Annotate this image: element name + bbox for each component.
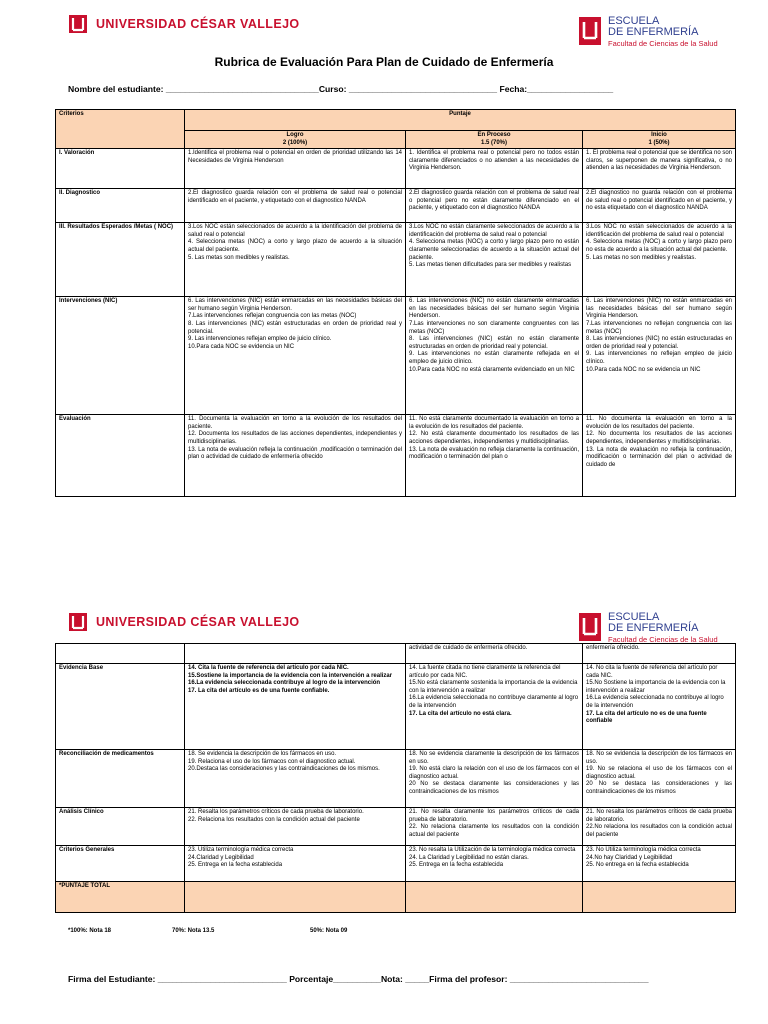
inicio-cell: 2.El diagnostico no guarda relación con el problema de salud real o potencial identificado en el paciente, y no esta etiquetado con el diagnostico NANDA [583,189,736,223]
scale-70: 70%: Nota 13.5 [172,928,215,934]
table-row [56,149,736,189]
total-label: *PUNTAJE TOTAL [56,882,185,913]
faculty-name: Facultad de Ciencias de la Salud [608,39,718,48]
proceso-cell: 1. Identifica el problema real o potencial pero no todos están claramente diferenciados o no atienden a las necesidades de Virginia Henderson. [406,149,583,189]
table-row [56,846,736,882]
proceso-cell: 11. No está claramente documentado la evaluación en torno a la evolución de los resultados del paciente. 12. No está claramente documentado los resultados de las acciones dependientes, independientes y multidisciplinarias. 13. La nota de evaluación no refleja claramente la continuación, modificación o terminación del plan o [406,415,583,497]
criterion-cell: Reconciliación de medicamentos [56,750,185,808]
logro-cell: 11. Documenta la evaluación en torno a la evolución de los resultados del paciente. 12. Documenta los resultados de las acciones dependientes, independientes y multidisciplinarias. 13. La nota de evaluación refleja la continuación ,modificación o terminación del plan o actividad de cuidado de enfermería ofrecido [185,415,406,497]
level-inicio-name: Inicio [651,132,667,138]
continuation-logro [185,644,406,664]
school-line-1: ESCUELA [608,15,660,27]
criterion-cell: Criterios Generales [56,846,185,882]
school-logo [578,612,718,645]
level-logro [185,131,406,149]
inicio-cell: 21. No resalta los parámetros críticos de cada prueba de laboratorio. 22.No relaciona los resultados con la condición actual del paciente [583,808,736,846]
inicio-cell: 18. No se evidencia la descripción de los fármacos en uso. 19. No se relaciona el uso de los fármacos con el diagnostico actual. 20 No se destaca las consideraciones y las contraindicaciones de los mismos [583,750,736,808]
logro-cell: 6. Las intervenciones (NIC) están enmarcadas en las necesidades básicas del ser humano según Virginia Henderson. 7.Las intervenciones reflejan congruencia con las metas (NOC) 8. Las intervenciones (NIC) están estructuradas en orden de prioridad real y potencial. 9. Las intervenciones reflejan empleo de juicio clínico. 10.Para cada NOC se evidencia un NIC [185,297,406,415]
proceso-cell: 18. No se evidencia claramente la descripción de los fármacos en uso. 19. No está claro la relación con el uso de los fármacos con el diagnostico actual. 20 No se destaca claramente las consideraciones y las contraindicaciones de los mismos [406,750,583,808]
criterion-cell: II. Diagnostico [56,189,185,223]
university-seal-icon [68,612,88,632]
criterion-line: 16.La evidencia seleccionada no contribuye al logro de la intervención [586,695,724,709]
faculty-name: Facultad de Ciencias de la Salud [608,635,718,644]
total-logro [185,882,406,913]
university-logo [68,612,300,632]
inicio-cell: 11. No documenta la evaluación en torno a la evolución de los resultados del paciente. 12. No documenta los resultados de las acciones dependientes, independientes y multidisciplinarias. 13. La nota de evaluación no refleja la continuación, modificación o terminación del plan o actividad de cuidado de [583,415,736,497]
proceso-cell [406,664,583,750]
logro-cell: 18. Se evidencia la descripción de los fármacos en uso. 19. Relaciona el uso de los fármacos con el diagnostico actual. 20.Destaca las consideraciones y las contraindicaciones de los mismos. [185,750,406,808]
table-row [56,664,736,750]
school-seal-icon [578,16,602,46]
scale-100: *100%: Nota 18 [68,928,112,934]
proceso-cell: 2.El diagnostico guarda relación con el problema de salud real o potencial pero no están claramente diferenciado en el paciente, y etiquetado con el diagnostico NANDA [406,189,583,223]
school-line-1: ESCUELA [608,611,660,623]
university-seal-icon [68,14,88,34]
header-criterios: Criterios [56,110,185,149]
student-info-line: Nombre del estudiante: ________________________________Curso: _______________________________ Fecha:__________________ [68,84,614,94]
criterion-line: 16.La evidencia seleccionada contribuye al logro de la intervención [188,680,381,687]
total-inicio [583,882,736,913]
table-row [56,189,736,223]
rubric-table-page-2 [55,643,736,913]
criterion-cell: I. Valoración [56,149,185,189]
level-proceso-value: 1.5 (70%) [480,139,507,146]
continuation-proceso: actividad de cuidado de enfermería ofrecido. [406,644,583,664]
logro-cell: 3.Los NOC están seleccionados de acuerdo a la identificación del problema de salud real o potencial 4. Selecciona metas (NOC) a corto y largo plazo de acuerdo a la situación actual del paciente. 5. Las metas son medibles y realistas. [185,223,406,297]
table-row [56,750,736,808]
logro-cell: 23. Utiliza terminología médica correcta 24.Claridad y Legibilidad 25. Entrega en la fecha establecida [185,846,406,882]
criterion-line: 17. La cita del artículo no es de una fuente confiable [586,710,707,725]
table-row [56,808,736,846]
level-logro-value: 2 (100%) [282,139,308,146]
school-line-2: DE ENFERMERÍA [608,622,699,634]
criterion-cell: III. Resultados Esperados /Metas ( NOC) [56,223,185,297]
criterion-line: 17. La cita del artículo es de una fuente confiable. [188,687,330,694]
table-row [56,297,736,415]
logro-cell: 2.El diagnostico guarda relación con el problema de salud real o potencial identificado en el paciente, y etiquetado con el diagnostico NANDA [185,189,406,223]
criterion-line: 15.No Sostiene la importancia de la evidencia con la intervención a realizar [586,680,726,694]
inicio-cell: 6. Las intervenciones (NIC) no están enmarcadas en las necesidades básicas del ser humano según Virginia Henderson. 7.Las intervenciones no reflejan congruencia con las metas (NOC) 8. Las intervenciones (NIC) no están estructuradas en orden de prioridad real y potencial. 9. Las intervenciones no reflejan empleo de juicio clínico. 10.Para cada NOC no se evidencia un NIC [583,297,736,415]
signature-line: Firma del Estudiante: ___________________________ Porcentaje__________Nota: _____Firma del profesor: _____________________________ [68,974,649,984]
proceso-cell: 23. No resalta la Utilización de la terminología médica correcta 24. La Claridad y Legibilidad no están claras. 25. Entrega en la fecha establecida [406,846,583,882]
level-logro-name: Logro [286,132,304,138]
level-inicio [583,131,736,149]
total-proceso [406,882,583,913]
criterion-line: 14. No cita la fuente de referencia del artículo por cada NIC. [586,665,718,679]
continuation-inicio: enfermería ofrecido. [583,644,736,664]
header-puntaje: Puntaje [185,110,736,131]
total-row [56,882,736,913]
school-line-2: DE ENFERMERÍA [608,26,699,38]
inicio-cell [583,664,736,750]
table-row [56,223,736,297]
level-inicio-value: 1 (50%) [648,139,670,146]
criterion-cell: Evidencia Base [56,664,185,750]
inicio-cell: 1. El problema real o potencial que se identifica no son claros, se superponen de manera significativa, o no atienden a las necesidades de Virginia Henderson. [583,149,736,189]
criterion-cell: Intervenciones (NIC) [56,297,185,415]
proceso-cell: 6. Las intervenciones (NIC) no están claramente enmarcadas en las necesidades básicas del ser humano según Virginia Henderson. 7.Las intervenciones no son claramente congruentes con las metas (NOC) 8. Las intervenciones (NIC) están no están claramente estructuradas en orden de prioridad real y potencial. 9. Las intervenciones no están claramente reflejada en el empleo de juicio clínico. 10.Para cada NOC no está claramente evidenciado en un NIC [406,297,583,415]
continuation-criterion [56,644,185,664]
logro-cell: 1.Identifica el problema real o potencial en orden de prioridad utilizando las 14 Necesidades de Virginia Henderson [185,149,406,189]
proceso-cell: 3.Los NOC no están claramente seleccionados de acuerdo a la identificación del problema de salud real o potencial 4. Selecciona metas (NOC) a corto y largo plazo pero no están claramente seleccionadas de acuerdo a la situación actual del paciente. 5. Las metas tienen dificultades para ser medibles y realistas [406,223,583,297]
continuation-row [56,644,736,664]
criterion-line: 17. La cita del artículo no está clara. [409,710,512,717]
criterion-line: 16.La evidencia seleccionada no contribuye claramente al logro de la intervención [409,695,579,709]
level-proceso [406,131,583,149]
university-logo [68,14,300,34]
logro-cell: 21. Resalta los parámetros críticos de cada prueba de laboratorio. 22. Relaciona los resultados con la condición actual del paciente [185,808,406,846]
criterion-line: 15.No está claramente sostenida la importancia de la evidencia con la intervención a realizar [409,680,578,694]
school-seal-icon [578,612,602,642]
rubric-table-page-1 [55,109,736,497]
inicio-cell: 3.Los NOC no están seleccionados de acuerdo a la identificación del problema de salud real o potencial 4. Selecciona metas (NOC) a corto y largo plazo pero no esta de acuerdo a la situación actual del paciente. 5. Las metas no son medibles y realistas. [583,223,736,297]
scale-50: 50%: Nota 09 [310,928,348,934]
criterion-line: 14. La fuente citada no tiene claramente la referencia del artículo por cada NIC. [409,665,561,679]
proceso-cell: 21. No resalta claramente los parámetros críticos de cada prueba de laboratorio. 22. No relaciona claramente los resultados con la condición actual del paciente [406,808,583,846]
criterion-cell: Análisis Clínico [56,808,185,846]
table-row [56,415,736,497]
university-name: UNIVERSIDAD CÉSAR VALLEJO [96,17,300,31]
page-2 [0,600,768,1024]
level-proceso-name: En Proceso [477,132,511,138]
logro-cell [185,664,406,750]
table-header-row [56,110,736,131]
criterion-line: 15.Sostiene la importancia de la evidencia con la intervención a realizar [188,672,393,679]
university-name: UNIVERSIDAD CÉSAR VALLEJO [96,615,300,629]
criterion-line: 14. Cita la fuente de referencia del artículo por cada NIC. [188,665,349,671]
criterion-cell: Evaluación [56,415,185,497]
inicio-cell: 23. No Utiliza terminología médica correcta 24.No hay Claridad y Legibilidad 25. No entrega en la fecha establecida [583,846,736,882]
school-logo [578,16,718,49]
document-title: Rubrica de Evaluación Para Plan de Cuidado de Enfermería [214,55,554,69]
